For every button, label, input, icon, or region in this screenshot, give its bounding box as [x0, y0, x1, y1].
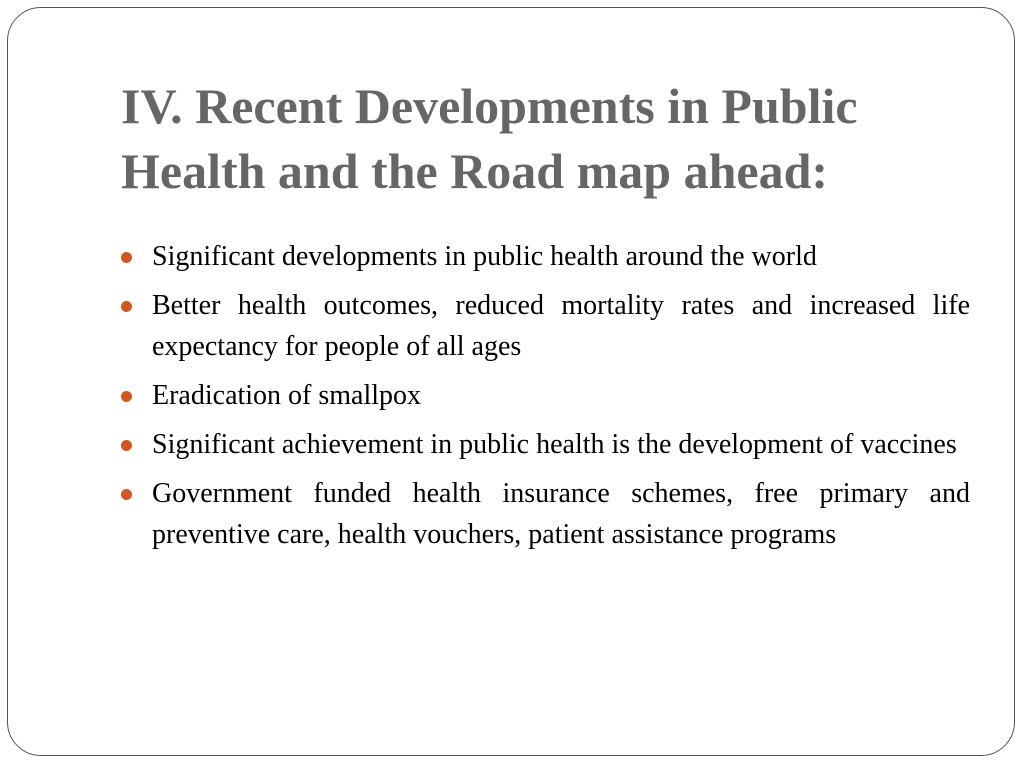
list-item	[152, 285, 970, 367]
bullet-icon	[121, 301, 132, 312]
bullet-text: Eradication of smallpox	[152, 380, 422, 411]
slide-frame	[7, 7, 1015, 756]
list-item	[152, 236, 970, 277]
bullet-icon	[121, 391, 132, 402]
list-item	[152, 375, 970, 416]
bullet-icon	[121, 489, 132, 500]
slide-title: IV. Recent Developments in Public Health and the Road map ahead:	[121, 78, 858, 199]
bullet-text: Significant achievement in public health is the development of vaccines	[152, 429, 957, 460]
bullet-text: Government funded health insurance schemes, free primary and preventive care, health vouchers, patient assistance programs	[152, 478, 970, 550]
bullet-icon	[121, 252, 132, 263]
bullet-icon	[121, 440, 132, 451]
bullet-text: Better health outcomes, reduced mortality rates and increased life expectancy for people of all ages	[152, 290, 970, 362]
list-item	[152, 424, 970, 465]
bullet-list	[152, 236, 970, 563]
list-item	[152, 473, 970, 555]
bullet-text: Significant developments in public health around the world	[152, 241, 817, 272]
